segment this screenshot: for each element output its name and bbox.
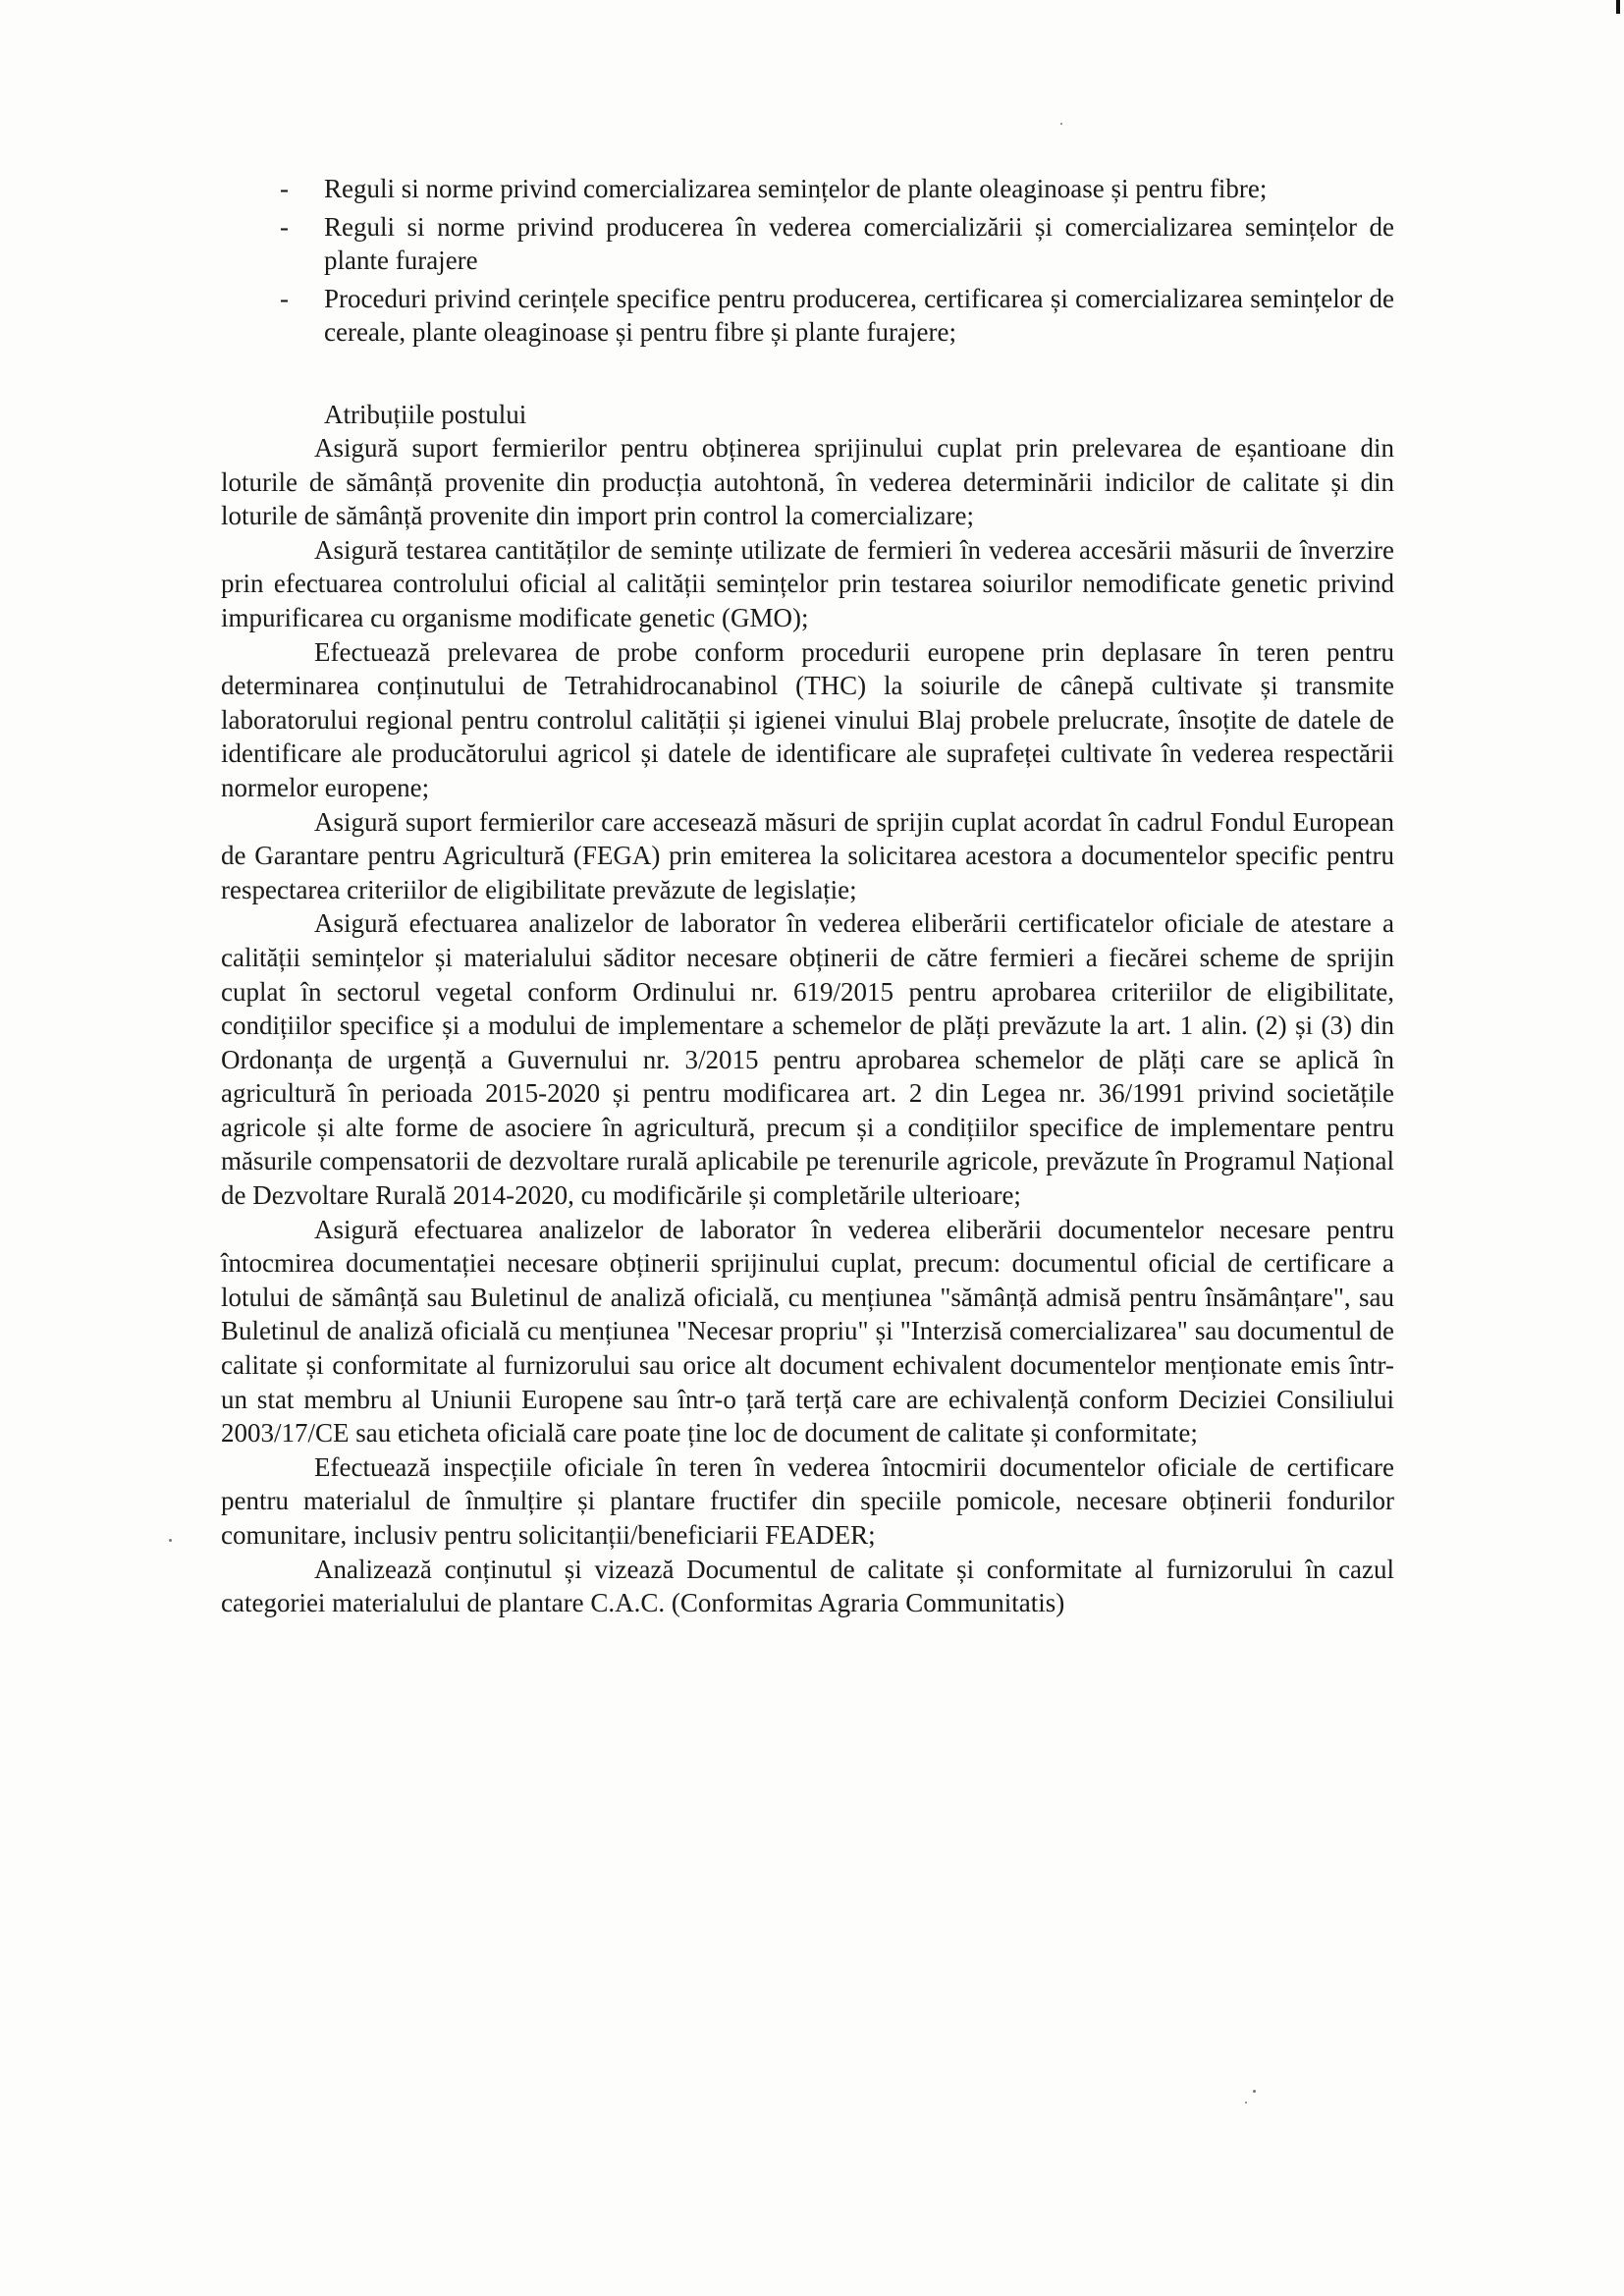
duty-paragraph: Asigură suport fermierilor pentru obținerea sprijinului cuplat prin prelevarea de eșantioane din loturile de sămânță provenite din producția autohtonă, în vederea determinării indicilor de calitate și din loturile de sămânță provenite din import prin control la comercializare; [221,433,1394,531]
duty-paragraph: Asigură suport fermierilor care accesează măsuri de sprijin cuplat acordat în cadrul Fondul European de Garantare pentru Agricultură (FEGA) prin emiterea la solicitarea acestora a documentelor specific pentru respectarea criteriilor de eligibilitate prevăzute de legislație; [221,806,1394,904]
requirements-list [221,172,1394,349]
duty-paragraph: Asigură testarea cantităților de semințe utilizate de fermieri în vederea accesării măsurii de înverzire prin efectuarea controlului oficial al calității semințelor prin testarea soiurilor nemodificate genetic privind impurificarea cu organisme modificate genetic (GMO); [221,534,1394,632]
scan-speck [1245,2102,1247,2104]
list-item-text: Reguli si norme privind comercializarea semințelor de plante oleaginoase și pentru fibre; [324,174,1268,203]
list-item-text: Proceduri privind cerințele specifice pentru producerea, certificarea și comercializarea semințelor de cereale, plante oleaginoase și pentru fibre și plante furajere; [324,284,1394,347]
document-body [221,172,1394,1620]
scan-speck [1253,2090,1256,2093]
list-item [221,172,1394,205]
list-item [221,210,1394,277]
duty-paragraph: Efectuează inspecțiile oficiale în teren în vederea întocmirii documentelor oficiale de certificare pentru materialul de înmulțire și plantare fructifer din speciile pomicole, necesare obținerii fondurilor comunitare, inclusiv pentru solicitanții/beneficiarii FEADER; [221,1451,1394,1550]
list-item-text: Reguli si norme privind producerea în vederea comercializării și comercializarea semințelor de plante furajere [324,212,1394,275]
list-dash: - [280,212,289,242]
duty-paragraph: Analizează conținutul și vizează Documentul de calitate și conformitate al furnizorului în cazul categoriei materialului de plantare C.A.C. (Conformitas Agraria Communitatis) [221,1554,1394,1618]
section-heading: Atribuțiile postului [324,400,527,429]
list-dash: - [280,284,289,313]
duty-paragraph: Asigură efectuarea analizelor de laborator în vederea eliberării documentelor necesare pentru întocmirea documentației necesare obținerii sprijinului cuplat, precum: documentul oficial de certificare a lotului de sămânță sau Buletinul de analiză oficială, cu mențiunea "sămânță admisă pentru însămânțare", sau Buletinul de analiză oficială cu mențiunea "Necesar propriu" și "Interzisă comercializarea" sau documentul de calitate și conformitate al furnizorului sau orice alt document echivalent documentelor menționate emis într-un stat membru al Uniunii Europene sau într-o țară terță care are echivalență conform Deciziei Consiliului 2003/17/CE sau eticheta oficială care poate ține loc de document de calitate și conformitate; [221,1214,1394,1449]
list-item [221,282,1394,349]
scan-edge-mark [1616,0,1620,14]
duty-paragraph: Efectuează prelevarea de probe conform procedurii europene prin deplasare în teren pentru determinarea conținutului de Tetrahidrocanabinol (THC) la soiurile de cânepă cultivate și transmite laboratorului regional pentru controlul calității și igienei vinului Blaj probele prelucrate, însoțite de datele de identificare ale producătorului agricol și datele de identificare ale suprafeței cultivate în vederea respectării normelor europene; [221,636,1394,802]
scan-speck [169,1539,172,1542]
duty-paragraph: Asigură efectuarea analizelor de laborator în vederea eliberării certificatelor oficiale de atestare a calității semințelor și materialului săditor necesare obținerii de către fermieri a fiecărei scheme de sprijin cuplat în sectorul vegetal conform Ordinului nr. 619/2015 pentru aprobarea criteriilor de eligibilitate, condițiilor specifice și a modului de implementare a schemelor de plăți prevăzute la art. 1 alin. (2) și (3) din Ordonanța de urgență a Guvernului nr. 3/2015 pentru aprobarea schemelor de plăți care se aplică în agricultură în perioada 2015-2020 și pentru modificarea art. 2 din Legea nr. 36/1991 privind societățile agricole și alte forme de asociere în agricultură, precum și a condițiilor specifice de implementare pentru măsurile compensatorii de dezvoltare rurală aplicabile pe terenurile agricole, prevăzute în Programul Național de Dezvoltare Rurală 2014-2020, cu modificările și completările ulterioare; [221,908,1394,1211]
list-dash: - [280,174,289,203]
scan-speck [1060,123,1062,125]
